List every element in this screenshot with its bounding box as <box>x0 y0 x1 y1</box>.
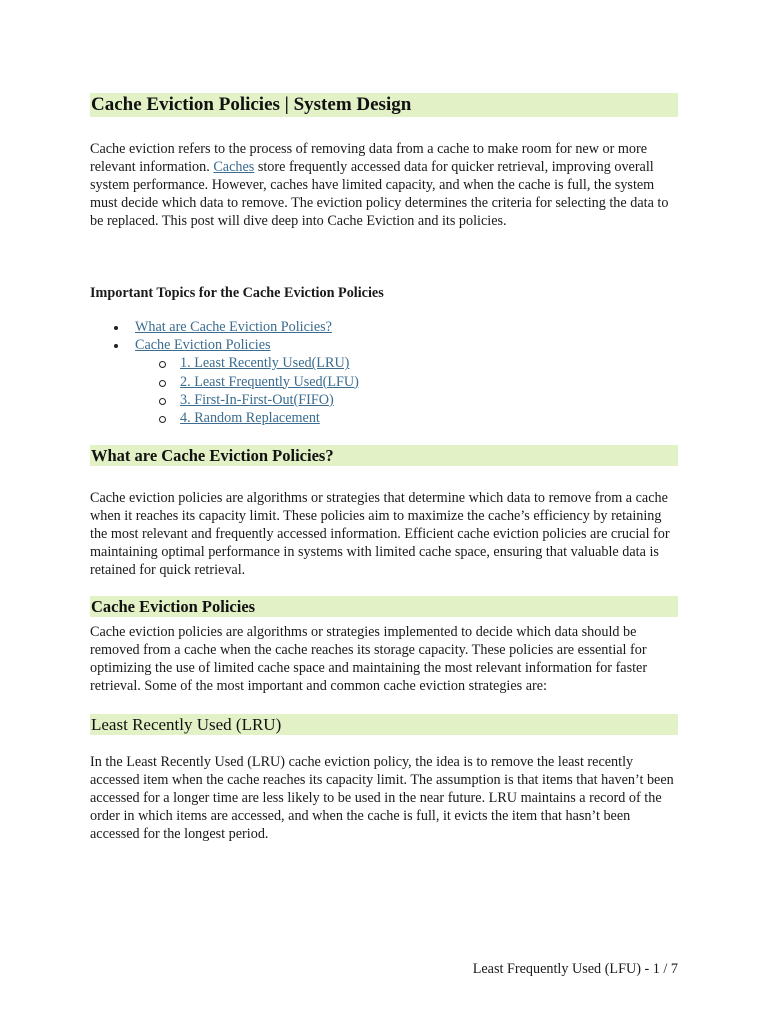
bullet-icon <box>114 326 118 330</box>
lru-paragraph: In the Least Recently Used (LRU) cache eviction policy, the idea is to remove the least recently accessed item when the cache reaches its capacity limit. The assumption is that items that haven’t been accessed for a longer time are less likely to be used in the near future. LRU maintains a record of the order in which items are accessed, and when the cache is full, it evicts the item that hasn’t been accessed for the longest period. <box>90 754 674 842</box>
toc-link-policies[interactable]: Cache Eviction Policies <box>135 337 271 354</box>
toc-item <box>90 336 359 354</box>
section-heading-policies: Cache Eviction Policies <box>90 596 678 617</box>
toc-item <box>90 373 359 391</box>
bullet-icon <box>114 344 118 348</box>
policies-paragraph: Cache eviction policies are algorithms or strategies implemented to decide which data should be removed from a cache when the cache reaches its storage capacity. These policies are essential for optimizing the use of limited cache space and maintaining the most relevant information for faster retrieval. Some of the most important and common cache eviction strategies are: <box>90 624 648 694</box>
toc-link-what-are[interactable]: What are Cache Eviction Policies? <box>135 319 332 335</box>
what-are-paragraph: Cache eviction policies are algorithms or strategies that determine which data to remove from a cache when it reaches its capacity limit. These policies aim to maximize the cache’s efficiency by retaining the most relevant and frequently accessed information. Efficient cache eviction policies are crucial for maintaining optimal performance in systems with limited cache space, ensuring that valuable data is retained for quick retrieval. <box>90 490 670 578</box>
circle-bullet-icon <box>159 380 166 387</box>
circle-bullet-icon <box>159 416 166 423</box>
page-title: Cache Eviction Policies | System Design <box>90 93 678 117</box>
toc-link-lru[interactable]: 1. Least Recently Used(LRU) <box>180 355 350 372</box>
circle-bullet-icon <box>159 398 166 405</box>
intro-paragraph <box>90 140 680 230</box>
toc-link-random[interactable]: 4. Random Replacement <box>180 410 320 427</box>
toc-item <box>90 318 359 336</box>
section-heading-what-are: What are Cache Eviction Policies? <box>90 445 678 466</box>
section-heading-lru: Least Recently Used (LRU) <box>90 714 678 735</box>
page-footer: Least Frequently Used (LFU) - 1 / 7 <box>472 961 678 977</box>
toc-item <box>90 409 359 427</box>
toc-link-lfu[interactable]: 2. Least Frequently Used(LFU) <box>180 373 359 390</box>
caches-link[interactable]: Caches <box>213 159 255 175</box>
toc-heading: Important Topics for the Cache Eviction Policies <box>90 285 384 301</box>
circle-bullet-icon <box>159 361 166 368</box>
toc-link-fifo[interactable]: 3. First-In-First-Out(FIFO) <box>180 391 334 408</box>
toc-item <box>90 354 359 372</box>
toc-item <box>90 391 359 409</box>
table-of-contents <box>90 318 359 427</box>
intro-text-start: Cache eviction refers to the process of removing data from a cache to make room for new or more relevant information. <box>90 141 648 175</box>
intro-text-end: store frequently accessed data for quicker retrieval, improving overall system performance. However, caches have limited capacity, and when the cache is full, the system must decide which data to remove. The eviction policy determines the criteria for selecting the data to be replaced. This post will dive deep into Cache Eviction and its policies. <box>90 159 669 229</box>
